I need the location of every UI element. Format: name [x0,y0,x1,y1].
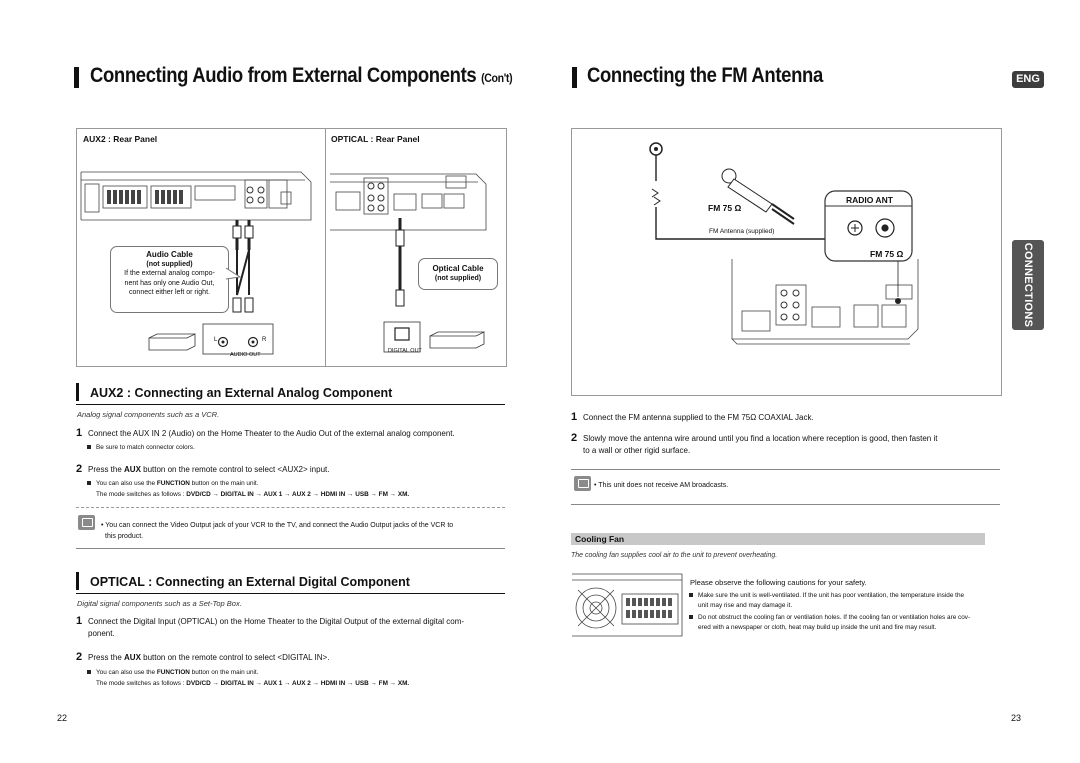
l-label: L [214,337,218,343]
aux2-panel-label: AUX2 : Rear Panel [83,134,158,144]
fm-step1: 1 Connect the FM antenna supplied to the FM 75Ω COAXIAL Jack. [571,411,814,423]
digital-out-label: DIGITAL OUT [388,348,422,354]
fm-antenna-supplied-label: FM Antenna (supplied) [709,228,775,235]
optical-cable-title: Optical Cable [432,264,484,273]
cooling-italic: The cooling fan supplies cool air to the unit to prevent overheating. [571,552,778,559]
connections-tab: CONNECTIONS [1012,240,1044,330]
fm-antenna-illustration [572,129,1000,394]
cooling-bullet1: Make sure the unit is well-ventilated. If the unit has poor ventilation, the temperature inside the unit may rise and may damage it. [689,591,964,611]
optical-heading-bar [76,572,79,590]
eng-badge: ENG [1012,71,1044,88]
optical-bullet1: You can also use the FUNCTION button on the main unit. [87,668,258,677]
aux2-step2-bullet1: You can also use the FUNCTION button on the main unit. [87,479,258,488]
radio-ant-label: RADIO ANT [846,195,893,205]
fm-note-bottom-rule [571,504,1000,505]
fm75-label-large: FM 75 Ω [870,249,904,259]
page-number-right: 23 [1011,713,1022,723]
callout-pointer [226,265,246,285]
optical-bullet2: The mode switches as follows : DVD/CD → DIGITAL IN → AUX 1 → AUX 2 → HDMI IN → USB → FM → XM. [96,680,410,687]
page-number-left: 22 [57,713,68,723]
cooling-intro: Please observe the following cautions for your safety. [690,578,867,587]
page-title-right: Connecting the FM Antenna [587,64,823,87]
audio-out-label: AUDIO OUT [230,352,261,358]
fm-step2: 2 Slowly move the antenna wire around until you find a location where reception is good, then fasten it to a wall or other rigid surface. [571,432,938,455]
note-icon [78,515,95,530]
audio-cable-text1: If the external analog compo- [124,270,215,277]
aux2-step2: 2 Press the AUX button on the remote control to select <AUX2> input. [76,463,330,475]
audio-cable-callout [110,246,229,313]
audio-cable-sub: (not supplied) [146,260,193,268]
title-bar-right [572,67,577,88]
fm-note-top-rule [571,469,1000,470]
aux2-note-bottom-rule [76,548,505,549]
page-title-left: Connecting Audio from External Components (Con't) [90,64,513,87]
audio-cable-text3: connect either left or right. [129,289,210,296]
cooling-fan-illustration [570,570,688,640]
aux2-italic: Analog signal components such as a VCR. [77,410,220,419]
aux2-heading-bar [76,383,79,401]
fm75-label-small: FM 75 Ω [708,203,742,213]
cooling-bullet2: Do not obstruct the cooling fan or ventilation holes. If the cooling fan or ventilation holes are cov- ered with a newspaper or cloth, heat may build up inside the unit and fire may result. [689,613,970,633]
optical-cable-sub: (not supplied) [434,274,482,282]
fm-note: • This unit does not receive AM broadcasts. [594,482,729,489]
note-icon-right [574,476,591,491]
optical-step1: 1 Connect the Digital Input (OPTICAL) on the Home Theater to the Digital Output of the external digital com- ponent. [76,615,465,638]
aux2-step2-bullet2: The mode switches as follows : DVD/CD → DIGITAL IN → AUX 1 → AUX 2 → HDMI IN → USB → FM → XM. [96,491,410,498]
audio-cable-title: Audio Cable [146,250,193,259]
optical-heading: OPTICAL : Connecting an External Digital Component [90,575,410,589]
optical-cable-callout [418,258,498,290]
optical-italic: Digital signal components such as a Set-Top Box. [77,599,242,608]
aux2-step1: 1 Connect the AUX IN 2 (Audio) on the Home Theater to the Audio Out of the external analog component. [76,427,455,439]
cooling-fan-heading: Cooling Fan [571,533,985,545]
optical-heading-rule [76,593,505,594]
audio-cable-text2: nent has only one Audio Out, [124,279,215,287]
r-label: R [262,337,267,343]
optical-panel-label: OPTICAL : Rear Panel [331,134,420,144]
aux2-note-top-rule [76,507,505,508]
aux2-note: • You can connect the Video Output jack of your VCR to the TV, and connect the Audio Output jacks of the VCR to this product. [101,522,454,540]
aux2-heading-rule [76,404,505,405]
title-bar [74,67,79,88]
aux2-step1-bullet: Be sure to match connector colors. [87,443,195,452]
optical-step2: 2 Press the AUX button on the remote control to select <DIGITAL IN>. [76,651,330,663]
aux2-heading: AUX2 : Connecting an External Analog Component [90,386,393,400]
